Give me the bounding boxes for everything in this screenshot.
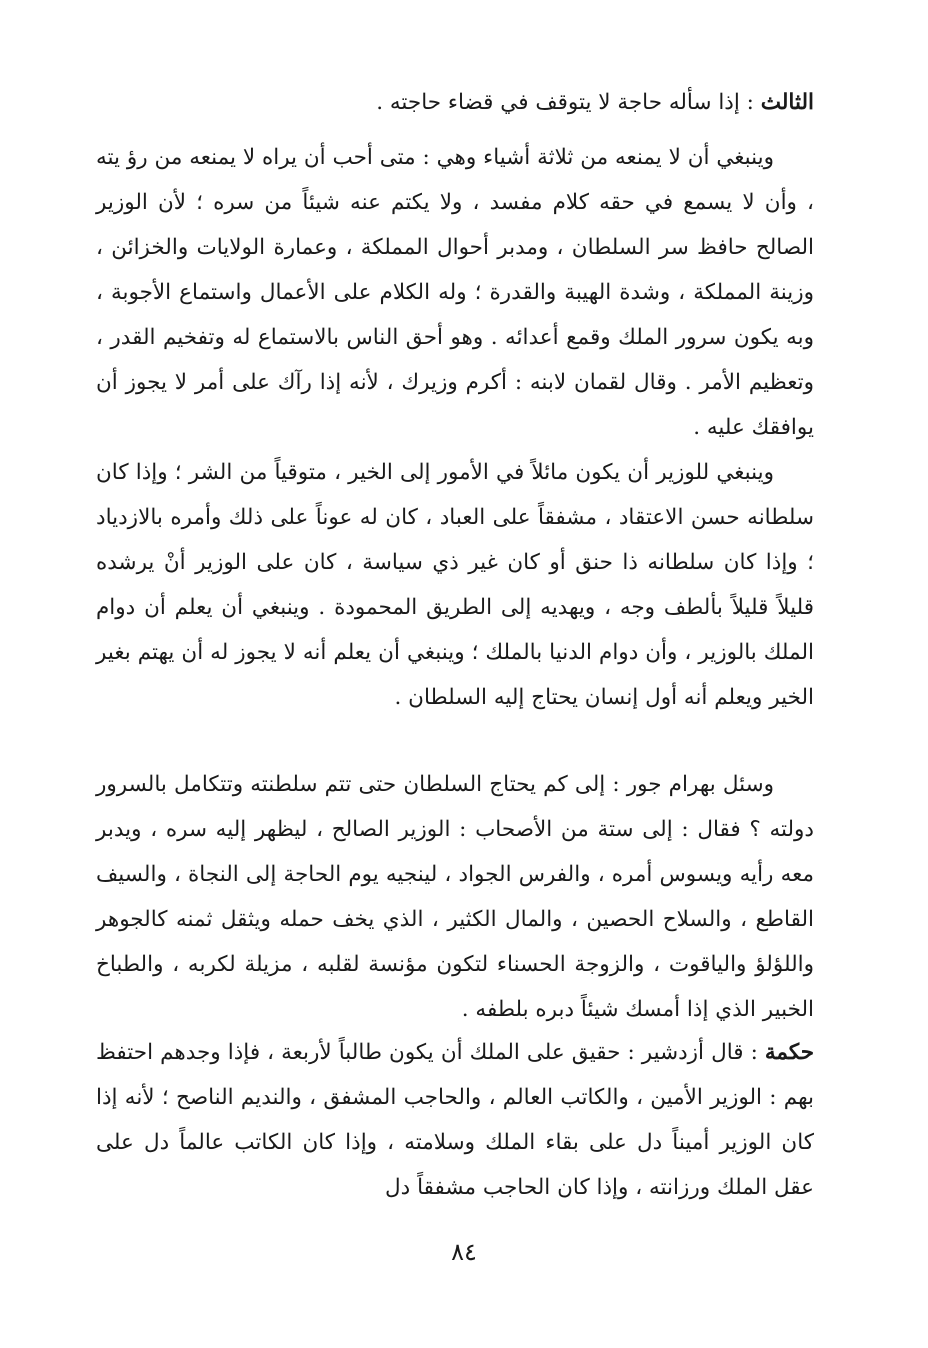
hikma-block	[96, 1030, 814, 1210]
paragraph-block	[96, 450, 814, 720]
paragraph: وينبغي أن لا يمنعه من ثلاثة أشياء وهي : متى أحب أن يراه لا يمنعه من رؤ يته ، وأن لا يسمع في حقه كلام مفسد ، ولا يكتم عنه شيئاً من سره ؛ لأن الوزير الصالح حافظ سر السلطان ، ومدبر أحوال المملكة ، وعمارة الولايات والخزائن ، وزينة المملكة ، وشدة الهيبة والقدرة ؛ وله الكلام على الأعمال واستماع الأجوبة ، وبه يكون سرور الملك وقمع أعدائه . وهو أحق الناس بالاستماع له وتفخيم القدر ، وتعظيم الأمر . وقال لقمان لابنه : أكرم وزيرك ، لأنه إذا رآك على أمر لا يجوز أن يوافقك عليه .	[96, 145, 814, 440]
paragraph	[96, 1030, 814, 1210]
paragraph-block	[96, 762, 814, 1032]
paragraph	[96, 80, 814, 125]
paragraph-text: : قال أزدشير : حقيق على الملك أن يكون طالباً لأربعة ، فإذا وجدهم احتفظ بهم : الوزير الأمين ، والكاتب العالم ، والحاجب المشفق ، والنديم الناصح ؛ لأنه إذا كان الوزير أميناً دل على بقاء الملك وسلامته ، وإذا كان الكاتب عالماً دل على عقل الملك ورزانته ، وإذا كان الحاجب مشفقاً دل	[96, 1040, 814, 1200]
section-label: الثالث	[760, 90, 814, 115]
hikma-label: حكمة	[764, 1040, 814, 1065]
paragraph-text: : إذا سأله حاجة لا يتوقف في قضاء حاجته .	[376, 90, 761, 115]
paragraph: وسئل بهرام جور : إلى كم يحتاج السلطان حتى تتم سلطنته وتتكامل بالسرور دولته ؟ فقال : إلى ستة من الأصحاب : الوزير الصالح ، ليظهر إليه سره ، ويدبر معه رأيه ويسوس أمره ، والفرس الجواد ، لينجيه يوم الحاجة إلى النجاة ، والسيف القاطع ، والسلاح الحصين ، والمال الكثير ، الذي يخف حمله ويثقل ثمنه كالجوهر واللؤلؤ والياقوت ، والزوجة الحسناء لتكون مؤنسة لقلبه ، مزيلة لكربه ، والطباخ الخبير الذي إذا أمسك شيئاً دبره بلطفه .	[96, 772, 814, 1022]
section-third-line	[96, 80, 814, 125]
paragraph: وينبغي للوزير أن يكون مائلاً في الأمور إلى الخير ، متوقياً من الشر ؛ وإذا كان سلطانه حسن الاعتقاد ، مشفقاً على العباد ، كان له عوناً على ذلك وأمره بالازدياد ؛ وإذا كان سلطانه ذا حنق أو كان غير ذي سياسة ، كان على الوزير أنْ يرشده قليلاً قليلاً بألطف وجه ، ويهديه إلى الطريق المحمودة . وينبغي أن يعلم أن دوام الملك بالوزير ، وأن دوام الدنيا بالملك ؛ وينبغي أن يعلم أنه لا يجوز له أن يهتم بغير الخير ويعلم أنه أول إنسان يحتاج إليه السلطان .	[96, 460, 814, 710]
page-number: ٨٤	[451, 1238, 477, 1266]
paragraph-block	[96, 135, 814, 450]
